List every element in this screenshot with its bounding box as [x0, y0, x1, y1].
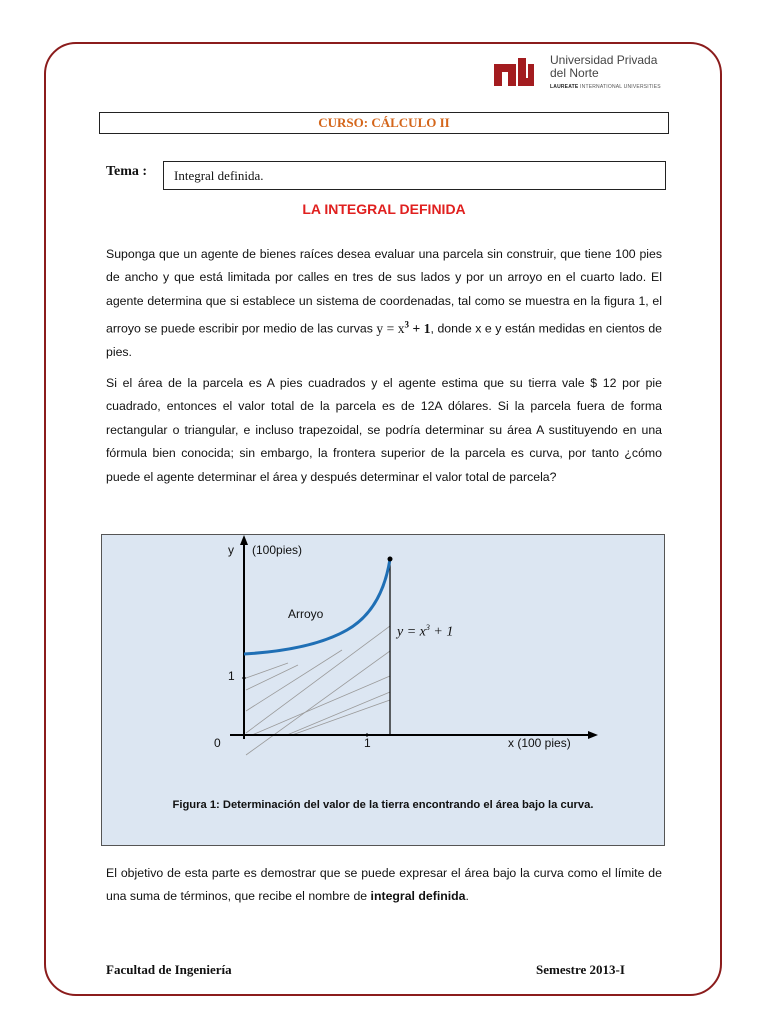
- tick-label-origin: 0: [214, 736, 221, 750]
- figure-equation: $y = x^3 + 1$: [397, 623, 454, 640]
- tick-label-x-1: 1: [364, 736, 371, 750]
- paragraph-3: El objetivo de esta parte es demostrar que se puede expresar el área bajo la curva como el límite de una suma de términos, que recibe el nombre de integral definida.: [106, 866, 662, 904]
- tick-label-y-1: 1: [228, 669, 235, 683]
- y-axis-arrow: [240, 535, 248, 545]
- logo-line-1: Universidad Privada: [550, 53, 658, 67]
- x-axis-label: x (100 pies): [508, 736, 571, 750]
- footer-semester: Semestre 2013-I: [536, 962, 625, 977]
- figure-caption: Figura 1: Determinación del valor de la tierra encontrando el área bajo la curva.: [172, 799, 594, 811]
- logo-line-2: del Norte: [550, 66, 599, 80]
- section-title: LA INTEGRAL DEFINIDA: [302, 201, 466, 217]
- figure-1: [101, 534, 665, 846]
- tema-field: Integral definida.: [163, 161, 666, 190]
- y-axis-label: y: [228, 543, 234, 557]
- y-unit-label: (100pies): [252, 543, 303, 557]
- paragraph-1: Suponga que un agente de bienes raíces desea evaluar una parcela sin construir, que tiene 100 pies de ancho y que está limitada por calles en tres de sus lados y por un arroyo en el cuarto lado. El agente determina que si establece un sistema de coordenadas, tal como se muestra en la figura 1, el arroyo se puede escribir por medio de las curvas $y = x^3 + 1$, donde x e y están medidas en cientos de pies.: [106, 247, 662, 360]
- curve-equation: $y = x^3 + 1$: [376, 319, 431, 336]
- tema-label: Tema :: [106, 164, 148, 179]
- x-axis-arrow: [588, 731, 598, 739]
- course-title: CURSO: CÁLCULO II: [99, 112, 669, 134]
- upn-logo-icon: [494, 58, 534, 88]
- paragraph-2: Si el área de la parcela es A pies cuadrados y el agente estima que su tierra vale $ 12 por pie cuadrado, entonces el valor total de la parcela es de 12A dólares. Si la parcela fuera de forma rectangular o triangular, e incluso trapezoidal, se podría determinar su área A sustituyendo en una fórmula bien conocida; sin embargo, la frontera superior de la parcela es curva, por tanto ¿cómo puede el agente determinar el área y después determinar el valor total de parcela?: [106, 376, 662, 484]
- footer-faculty: Facultad de Ingeniería: [106, 962, 232, 977]
- logo-subtitle: LAUREATE INTERNATIONAL UNIVERSITIES: [550, 84, 661, 90]
- university-logo: [490, 52, 670, 96]
- curve-label: Arroyo: [288, 607, 324, 621]
- curve-endpoint: [388, 557, 393, 562]
